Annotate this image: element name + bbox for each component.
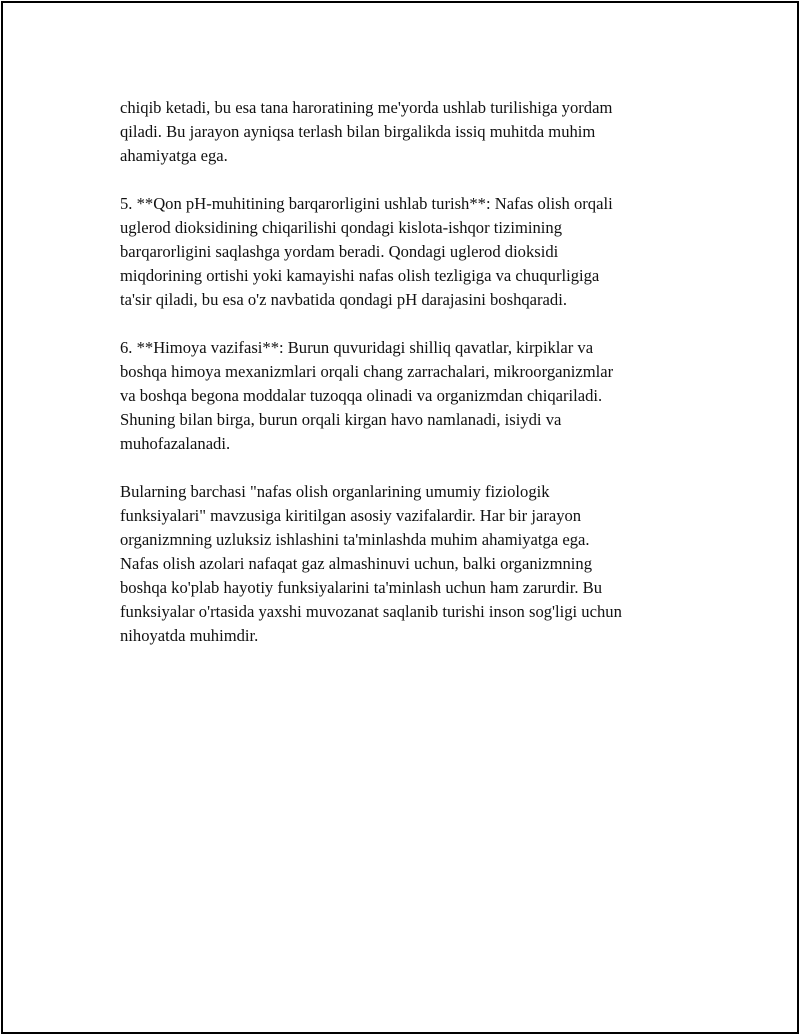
paragraph-item-6: 6. **Himoya vazifasi**: Burun quvuridagi shilliq qavatlar, kirpiklar va boshqa himoya mexanizmlari orqali chang zarrachalari, mikroorganizmlar va boshqa begona moddalar tuzoqqa olinadi va organizmdan chiqariladi. Shuning bilan birga, burun orqali kirgan havo namlanadi, isiydi va muhofazalanadi.: [120, 338, 614, 453]
paragraph-continuation: chiqib ketadi, bu esa tana haroratining me'yorda ushlab turilishiga yordam qiladi. Bu jarayon ayniqsa terlash bilan birgalikda issiq muhitda muhim ahamiyatga ega.: [120, 98, 613, 165]
document-body: [120, 96, 695, 672]
document-page: [1, 1, 799, 1034]
paragraph-item-5: 5. **Qon pH-muhitining barqarorligini ushlab turish**: Nafas olish orqali uglerod dioksidining chiqarilishi qondagi kislota-ishqor tizimining barqarorligini saqlashga yordam beradi. Qondagi uglerod dioksidi miqdorining ortishi yoki kamayishi nafas olish tezligiga va chuqurligiga ta'sir qiladi, bu esa o'z navbatida qondagi pH darajasini boshqaradi.: [120, 194, 613, 309]
paragraph-summary: Bularning barchasi "nafas olish organlarining umumiy fiziologik funksiyalari" mavzusiga kiritilgan asosiy vazifalardir. Har bir jarayon organizmning uzluksiz ishlashini ta'minlashda muhim ahamiyatga ega. Nafas olish azolari nafaqat gaz almashinuvi uchun, balki organizmning boshqa ko'plab hayotiy funksiyalarini ta'minlash uchun ham zarurdir. Bu funksiyalar o'rtasida yaxshi muvozanat saqlanib turishi inson sog'ligi uchun nihoyatda muhimdir.: [120, 482, 622, 645]
